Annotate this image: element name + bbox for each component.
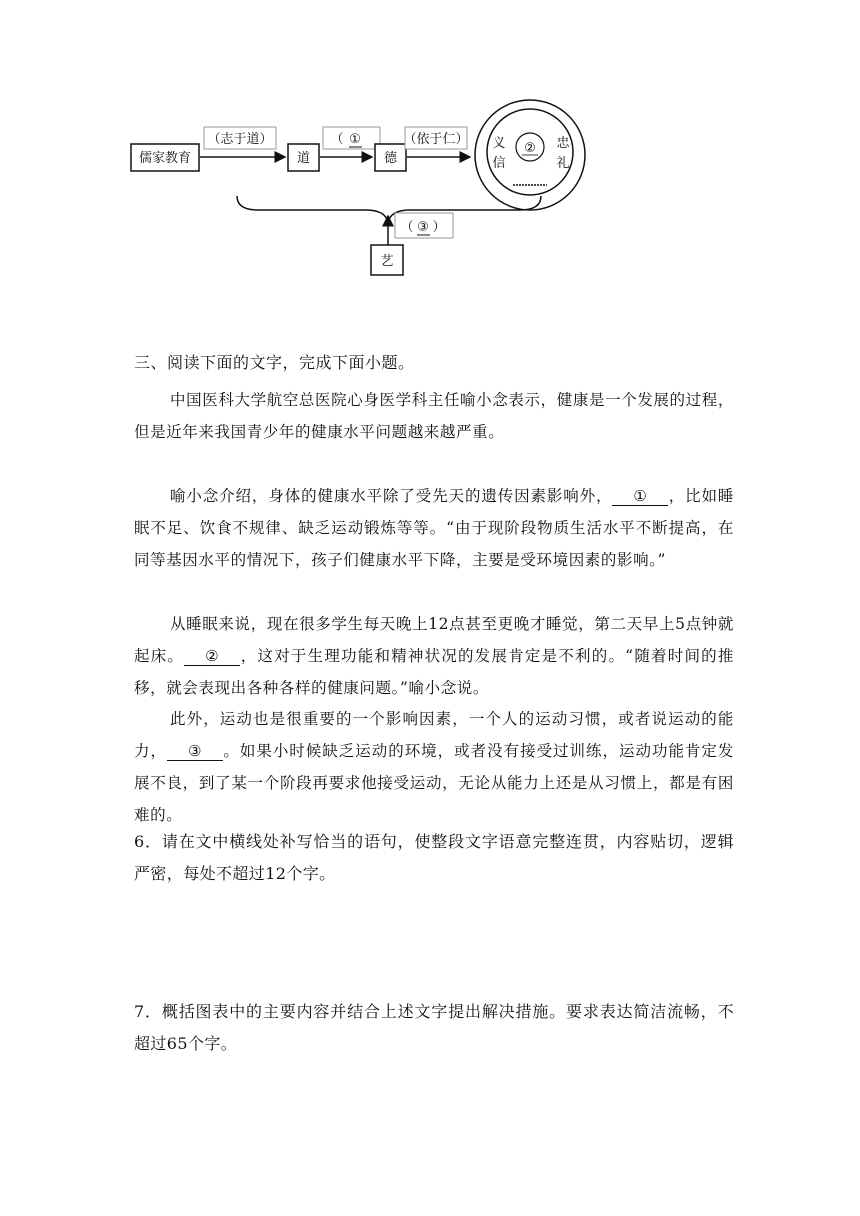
- blank-1[interactable]: ①: [612, 487, 668, 506]
- paragraph-1: [134, 384, 734, 448]
- box-de-label: 德: [383, 151, 398, 166]
- box-dao: [288, 144, 319, 171]
- start-box: [131, 144, 199, 171]
- paragraph-3: [134, 608, 734, 704]
- bottom-label-open: （: [400, 220, 414, 235]
- start-box-label: 儒家教育: [138, 151, 192, 166]
- paragraph-1-text: 中国医科大学航空总医院心身医学科主任喻小念表示，健康是一个发展的过程，但是近年来我国青少年的健康水平问题越来越严重。: [134, 391, 734, 441]
- arrow-blank-1: [320, 127, 380, 157]
- bottom-label-num: ③: [417, 220, 429, 235]
- virtue-zhong: 忠: [556, 136, 570, 151]
- virtue-li: 礼: [556, 156, 570, 171]
- paragraph-2: [134, 480, 734, 576]
- paragraph-4: [134, 703, 734, 831]
- virtues-circle: [475, 100, 585, 210]
- arrow2-label-num: ①: [349, 132, 361, 147]
- box-yi: [371, 245, 403, 275]
- blank-2[interactable]: ②: [184, 647, 240, 666]
- paragraph-3-text-a: 从睡眠来说，现在很多学生每天晚上12点甚至更晚才睡觉，第二天早上5点钟就起床。: [134, 615, 734, 665]
- brace: [237, 196, 541, 222]
- section-heading: 三、阅读下面的文字，完成下面小题。: [134, 353, 415, 372]
- virtue-xin: 信: [492, 156, 506, 171]
- arrow-yi-yu-ren: [403, 127, 470, 157]
- paragraph-2-text-a: 喻小念介绍，身体的健康水平除了受先天的遗传因素影响外，: [170, 487, 613, 505]
- question-6: 6．请在文中横线处补写恰当的语句，使整段文字语意完整连贯，内容贴切，逻辑严密，每处不超过12个字。: [134, 832, 734, 883]
- arrow1-label: （志于道）: [207, 132, 273, 147]
- paragraph-3-text-b: ，这对于生理功能和精神状况的发展肯定是不利的。“随着时间的推移，就会表现出各种各样的健康问题。”喻小念说。: [134, 647, 734, 697]
- bottom-label-close: ）: [432, 220, 446, 235]
- arrow3-label: （依于仁）: [403, 132, 469, 147]
- paragraph-4-text-a: 此外，运动也是很重要的一个影响因素，一个人的运动习惯，或者说运动的能力，: [134, 710, 734, 760]
- blank-3[interactable]: ③: [167, 742, 223, 761]
- virtues-center-label: ②: [524, 141, 536, 156]
- paragraph-4-text-b: 。如果小时候缺乏运动的环境，或者没有接受过训练，运动功能肯定发展不良，到了某一个阶段再要求他接受运动，无论从能力上还是从习惯上，都是有困难的。: [134, 742, 735, 824]
- box-dao-label: 道: [296, 151, 311, 166]
- arrow-zhi-yu-dao: [200, 127, 285, 157]
- box-yi-label: 艺: [380, 254, 394, 269]
- arrow-blank-3: [388, 213, 453, 246]
- confucian-education-diagram: [0, 0, 860, 300]
- diagram-canvas: [0, 0, 860, 300]
- question-7: 7．概括图表中的主要内容并结合上述文字提出解决措施。要求表达简洁流畅，不超过65个字。: [134, 1002, 734, 1053]
- paragraph-2-text-b: ，比如睡眠不足、饮食不规律、缺乏运动锻炼等等。“由于现阶段物质生活水平不断提高，在同等基因水平的情况下，孩子们健康水平下降，主要是受环境因素的影响。”: [134, 487, 735, 569]
- virtue-yi: 义: [492, 136, 506, 151]
- arrow2-label-open: （: [330, 132, 344, 147]
- box-de: [375, 144, 406, 171]
